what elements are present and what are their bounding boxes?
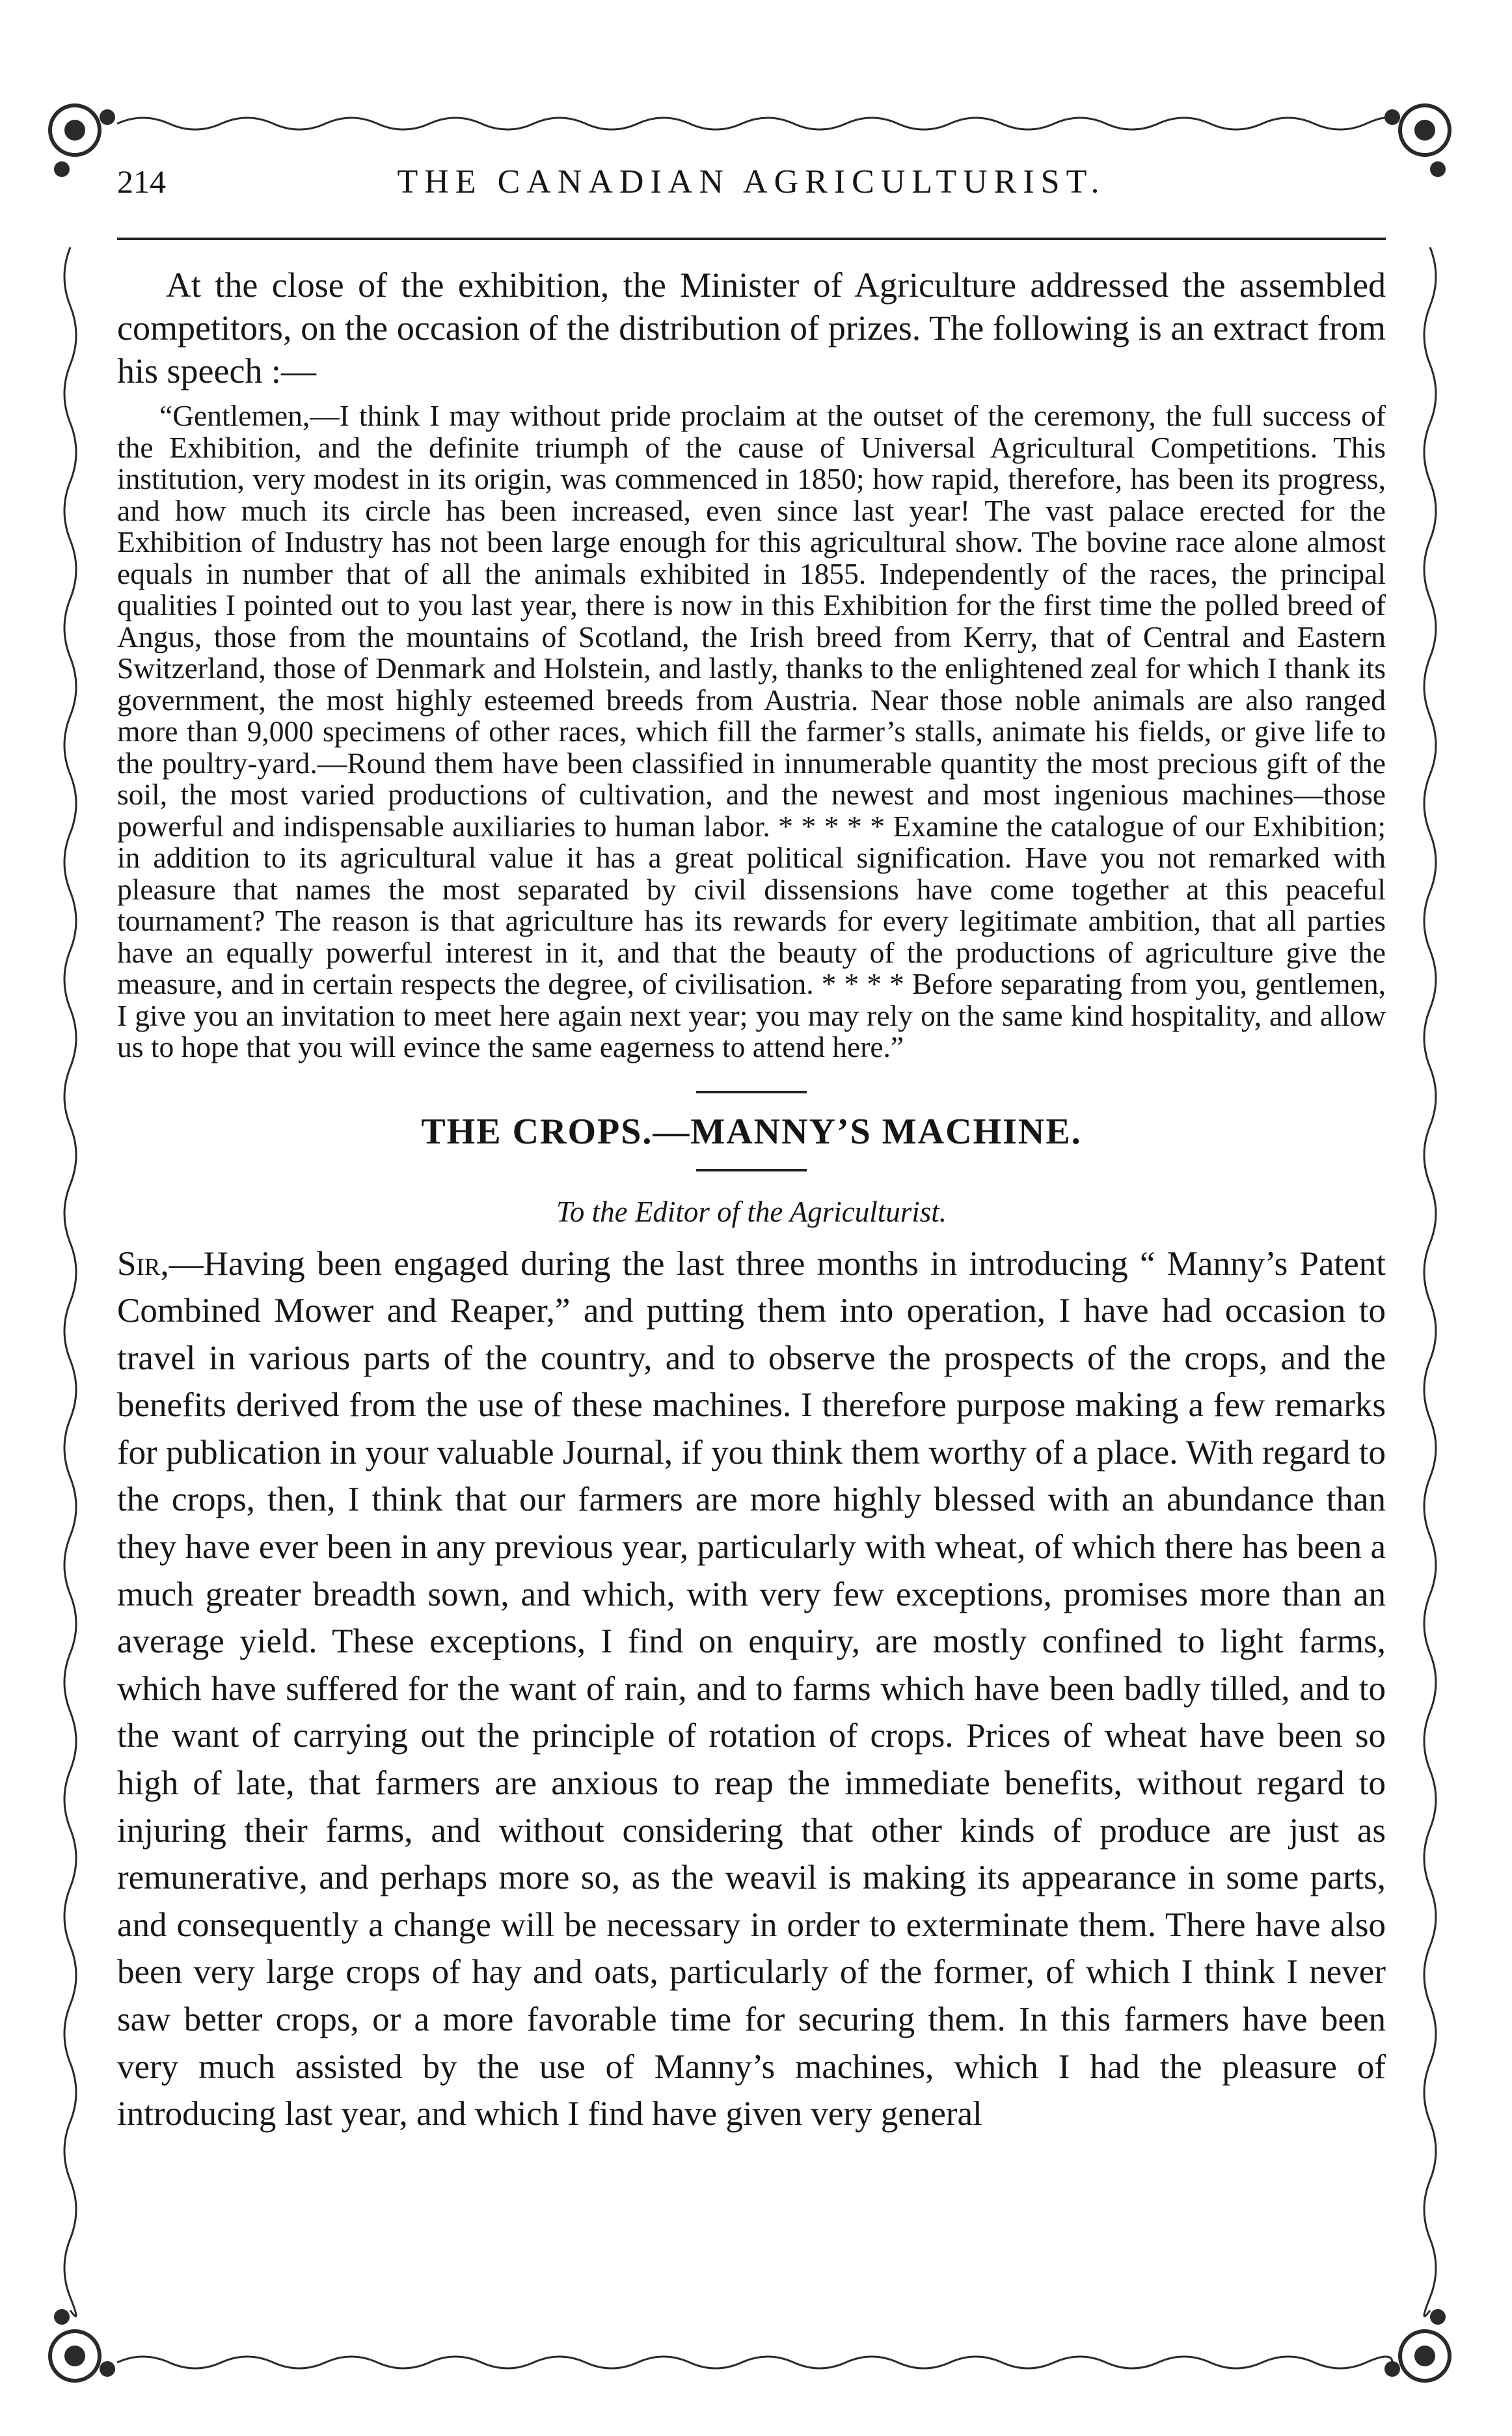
minister-speech: “Gentlemen,—I think I may without pride proclaim at the outset of the ceremony, the full success of the Exhibition, and the definite triumph of the cause of Universal Agricultural Competitions. This institution, very modest in its origin, was commenced in 1850; how rapid, therefore, has been its progress, and how much its circle has been increased, even since last year! The vast palace erected for the Exhibition of Industry has not been large enough for this agricultural show. The bovine race alone almost equals in number that of all the animals exhibited in 1855. Independently of the races, the principal qualities I pointed out to you last year, there is now in this Exhibition for the first time the polled breed of Angus, those from the mountains of Scotland, the Irish breed from Kerry, that of Central and Eastern Switzerland, those of Denmark and Holstein, and lastly, thanks to the enlightened zeal for which I thank its government, the most highly esteemed breeds from Austria. Near those noble animals are also ranged more than 9,000 specimens of other races, which fill the farmer’s stalls, animate his fields, or give life to the poultry-yard.—Round them have been classified in innumerable quantity the most precious gift of the soil, the most varied productions of cultivation, and the newest and most ingenious machines—those powerful and indispensable auxiliaries to human labor. * * * * * Examine the catalogue of our Exhibition; in addition to its agricultural value it has a great political signification. Have you not remarked with pleasure that names the most separated by civil dissensions have come together at this peaceful tournament? The reason is that agriculture has its rewards for every legitimate ambition, that all parties have an equally powerful interest in it, and that the beauty of the productions of agriculture give the measure, and in certain respects the degree, of civilisation. * * * * Before separating from you, gentlemen, I give you an invitation to meet here again next year; you may rely on the same kind hospitality, and allow us to hope that you will evince the same eagerness to attend here.” [117, 399, 1386, 1063]
page-content [117, 264, 1386, 2138]
running-head [117, 163, 1386, 215]
journal-title: THE CANADIAN AGRICULTURIST. [397, 163, 1106, 200]
left-border-line [64, 247, 76, 2316]
intro-paragraph: At the close of the exhibition, the Minister of Agriculture addressed the assembled competitors, on the occasion of the distribution of prizes. The following is an extract from his speech :— [117, 266, 1386, 390]
page-number: 214 [117, 163, 166, 200]
top-border-line [117, 118, 1392, 130]
title-divider [696, 1169, 807, 1171]
corner-ornament-top-left [50, 105, 115, 177]
corner-ornament-bottom-left [50, 2309, 115, 2381]
bottom-border-line [117, 2357, 1392, 2368]
to-editor-line: To the Editor of the Agriculturist. [556, 1195, 947, 1228]
letter-body [117, 1240, 1386, 2138]
article-title: THE CROPS.—MANNY’S MACHINE. [421, 1111, 1082, 1152]
header-rule [117, 238, 1386, 240]
section-divider [696, 1091, 807, 1093]
corner-ornament-bottom-right [1384, 2309, 1450, 2381]
letter-text: —Having been engaged during the last three months in introducing “ Manny’s Patent Combined Mower and Reaper,” and putting them into operation, I have had occasion to travel in various parts of the country, and to observe the prospects of the crops, and the benefits derived from the use of these machines. I therefore purpose making a few remarks for publication in your valuable Journal, if you think them worthy of a place. With regard to the crops, then, I think that our farmers are more highly blessed with an abundance than they have ever been in any previous year, particularly with wheat, of which there has been a much greater breadth sown, and which, with very few exceptions, promises more than an average yield. These exceptions, I find on enquiry, are mostly confined to light farms, which have suffered for the want of rain, and to farms which have been badly tilled, and to the want of carrying out the principle of rotation of crops. Prices of wheat have been so high of late, that farmers are anxious to reap the immediate benefits, without regard to injuring their farms, and without considering that other kinds of produce are just as remunerative, and perhaps more so, as the weavil is making its appearance in some parts, and consequently a change will be necessary in order to exterminate them. There have also been very large crops of hay and oats, particularly of the former, of which I think I never saw better crops, or a more favorable time for securing them. In this farmers have been very much assisted by the use of Manny’s machines, which I had the pleasure of introducing last year, and which I find have given very general [117, 1244, 1386, 2133]
letter-salutation: Sir, [117, 1244, 169, 1283]
corner-ornament-top-right [1384, 105, 1450, 177]
right-border-line [1424, 247, 1436, 2316]
